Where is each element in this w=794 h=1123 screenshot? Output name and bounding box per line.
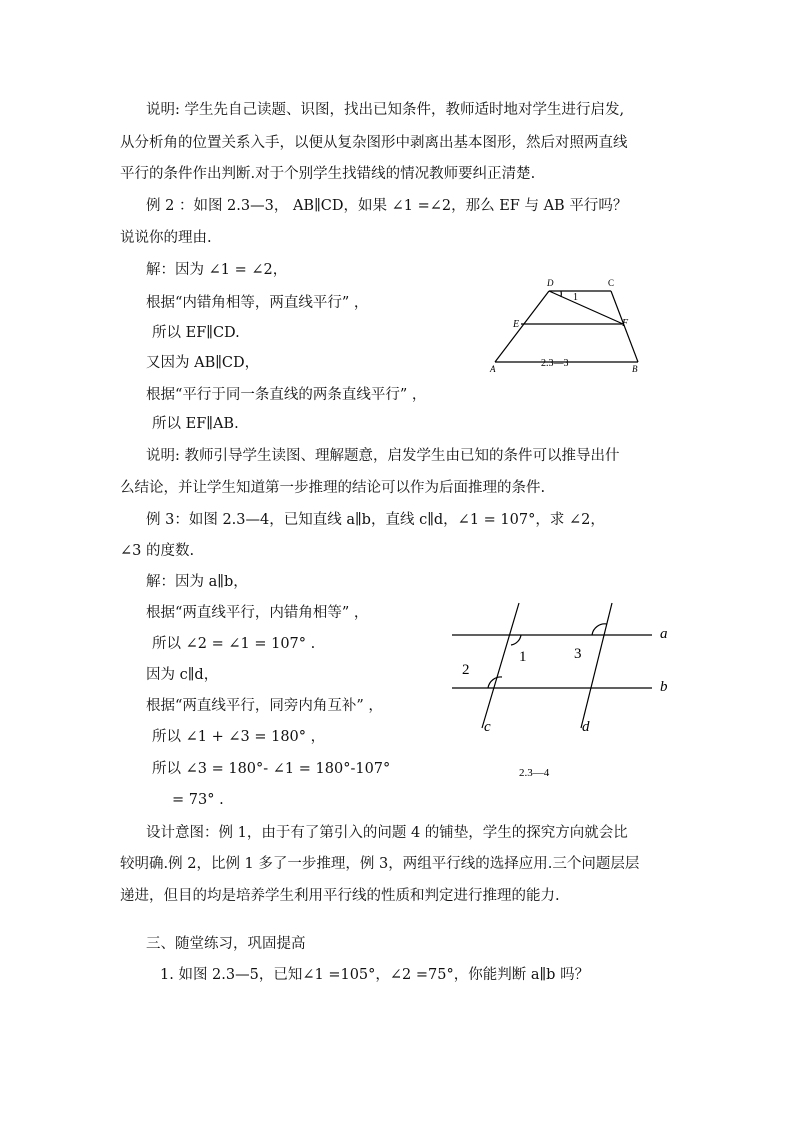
solution-step: 解：因为 ∠1 = ∠2， <box>146 262 288 278</box>
solution-step: 所以 EF∥AB. <box>152 416 239 432</box>
paragraph-line: 说明: 学生先自己读题、识图，找出已知条件，教师适时地对学生进行启发, <box>146 102 625 118</box>
label-d: d <box>582 719 590 735</box>
label-a: a <box>660 626 668 642</box>
angle-1-label: 1 <box>519 649 527 665</box>
example-3-question: 例 3：如图 2.3—4，已知直线 a∥b，直线 c∥d，∠1 = 107°，求 ∠2， <box>146 512 605 528</box>
solution-step: 根据“内错角相等，两直线平行” ， <box>146 295 369 311</box>
example-3-question: ∠3 的度数. <box>120 543 195 559</box>
solution-step: 根据“平行于同一条直线的两条直线平行” ， <box>146 387 427 403</box>
segment-df <box>549 291 623 324</box>
paragraph-line: 从分析角的位置关系入手，以便从复杂图形中剥离出基本图形，然后对照两直线 <box>120 135 628 151</box>
line-c <box>482 603 519 728</box>
solution-step: 又因为 AB∥CD， <box>146 355 260 371</box>
paragraph-line: 平行的条件作出判断.对于个别学生找错线的情况教师要纠正清楚. <box>120 166 536 182</box>
figure-2-3-3 <box>485 275 645 375</box>
exercise-question: 1. 如图 2.3—5，已知∠1 =105°，∠2 =75°，你能判断 a∥b 吗？ <box>160 967 590 983</box>
angle-2-label: 2 <box>462 662 470 678</box>
solution-step: 解：因为 a∥b， <box>146 574 248 590</box>
figure-caption: 2.3—4 <box>519 767 550 779</box>
example-2-question: 说说你的理由. <box>120 230 212 246</box>
label-f: F <box>622 318 629 329</box>
solution-step: 所以 ∠2 = ∠1 = 107° . <box>152 636 316 652</box>
paragraph-line: 说明: 教师引导学生读图、理解题意，启发学生由已知的条件可以推导出什 <box>146 448 620 464</box>
angle-1-label: 1 <box>573 292 578 303</box>
solution-step: 所以 ∠1 + ∠3 = 180° ， <box>152 729 326 745</box>
label-c: c <box>484 719 491 735</box>
figure-2-3-4 <box>440 595 690 785</box>
label-c: C <box>608 278 615 288</box>
example-2-question: 例 2 ：如图 2.3—3， AB∥CD，如果 ∠1 =∠2，那么 EF 与 AB 平行吗？ <box>146 198 628 214</box>
label-b: B <box>632 364 638 374</box>
solution-step: 根据“两直线平行，内错角相等” ， <box>146 605 369 621</box>
paragraph-line: 么结论，并让学生知道第一步推理的结论可以作为后面推理的条件. <box>120 480 546 496</box>
line-d <box>581 603 612 728</box>
paragraph-line: 递进，但目的均是培养学生利用平行线的性质和判定进行推理的能力. <box>120 888 560 904</box>
label-a: A <box>490 364 496 374</box>
solution-step: 所以 ∠3 = 180°- ∠1 = 180°-107° <box>152 761 391 777</box>
solution-step: 根据“两直线平行，同旁内角互补” ， <box>146 698 383 714</box>
label-d: D <box>547 278 554 288</box>
angle-1-arc <box>511 635 521 645</box>
paragraph-line: 较明确.例 2，比例 1 多了一步推理，例 3，两组平行线的选择应用.三个问题层层 <box>120 856 640 872</box>
section-heading: 三、随堂练习，巩固提高 <box>146 936 306 952</box>
segment-ad <box>495 291 549 362</box>
solution-step: 所以 EF∥CD. <box>152 325 240 341</box>
figure-caption: 2.3—3 <box>541 358 569 369</box>
label-b: b <box>660 679 668 695</box>
angle-3-label: 3 <box>574 646 582 662</box>
label-e: E <box>513 319 520 330</box>
solution-step: 因为 c∥d， <box>146 667 219 683</box>
solution-step: = 73° . <box>172 792 224 808</box>
paragraph-line: 设计意图：例 1，由于有了第引入的问题 4 的铺垫，学生的探究方向就会比 <box>146 825 628 841</box>
